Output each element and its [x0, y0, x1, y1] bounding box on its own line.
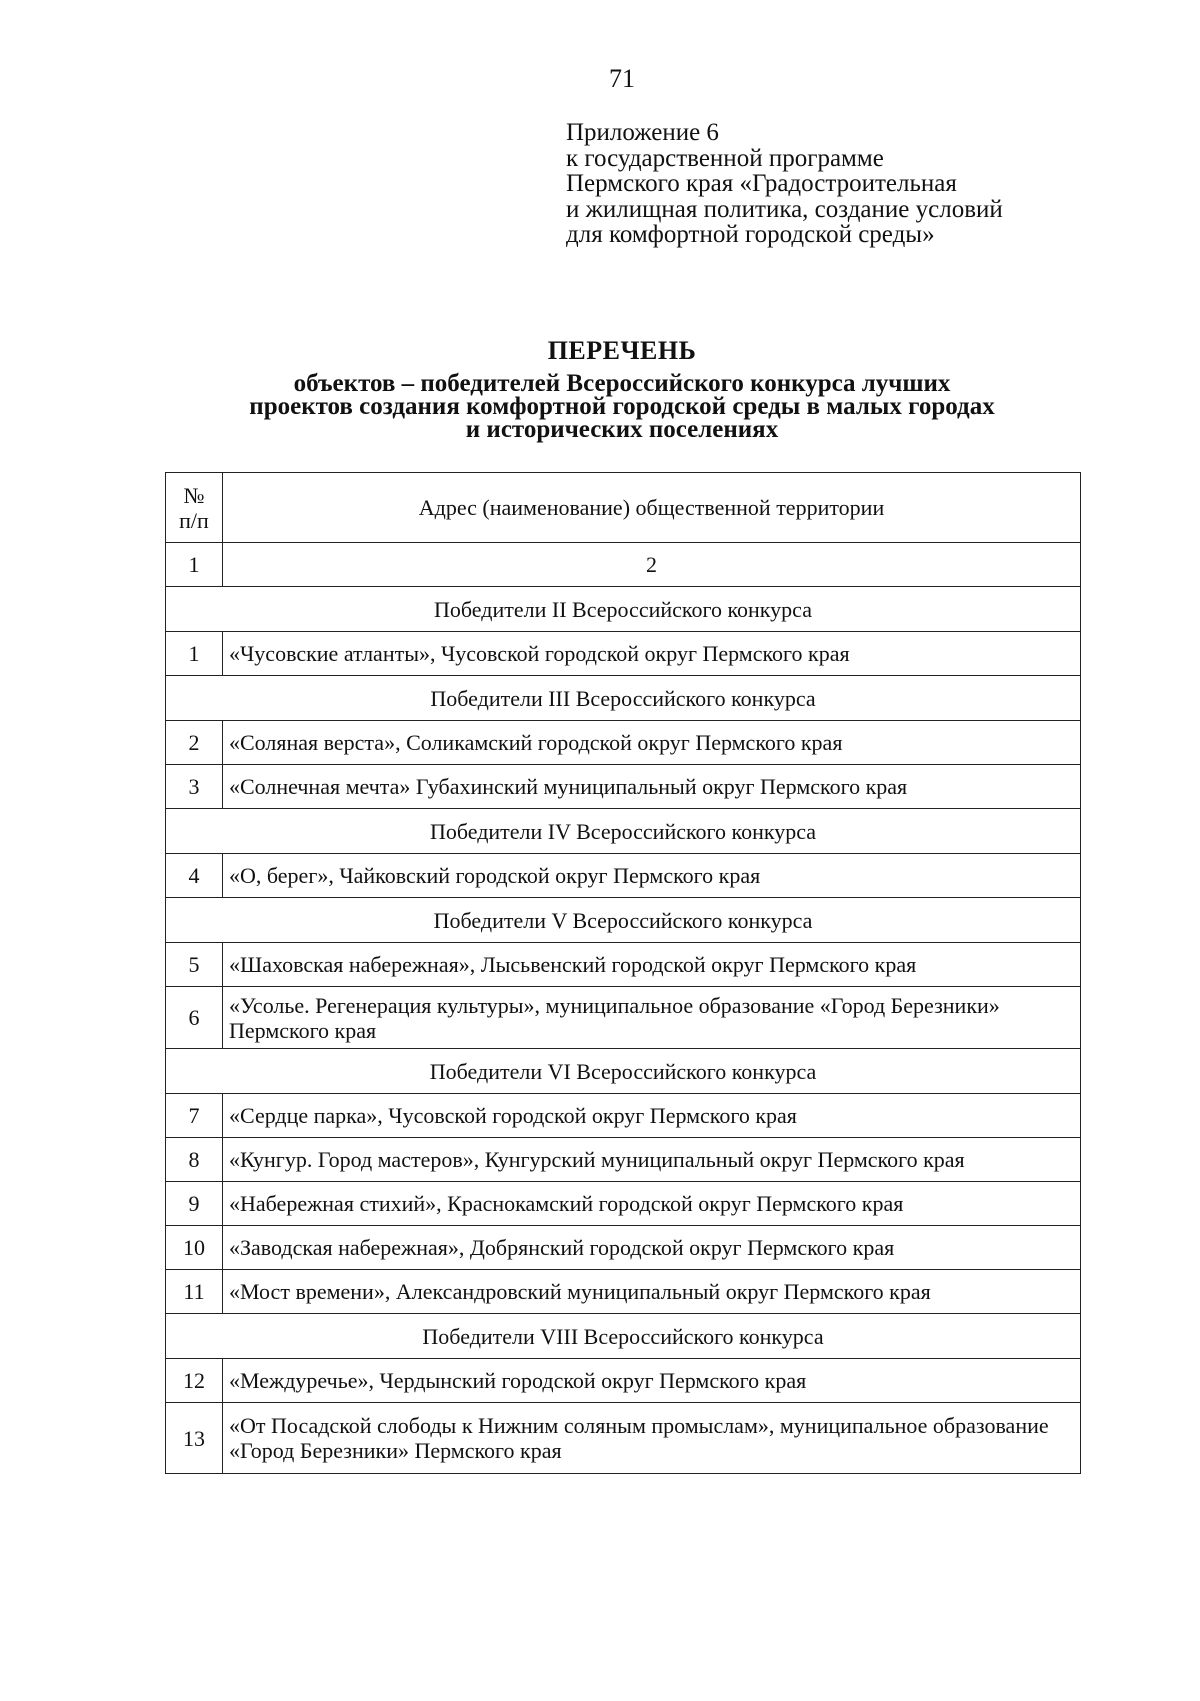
group-title: Победители VIII Всероссийского конкурса [166, 1314, 1081, 1359]
row-text: «Набережная стихий», Краснокамский городской округ Пермского края [223, 1182, 1081, 1226]
group-header-row [166, 809, 1081, 854]
row-number: 4 [166, 854, 223, 898]
table-row [166, 1270, 1081, 1314]
group-title: Победители II Всероссийского конкурса [166, 587, 1081, 632]
header-num-cell: № п/п [166, 473, 223, 543]
row-number: 12 [166, 1359, 223, 1403]
group-header-row [166, 676, 1081, 721]
group-header-row [166, 1049, 1081, 1094]
row-text: «Мост времени», Александровский муниципальный округ Пермского края [223, 1270, 1081, 1314]
row-text: «О, берег», Чайковский городской округ Пермского края [223, 854, 1081, 898]
row-number: 8 [166, 1138, 223, 1182]
row-text: «Заводская набережная», Добрянский городской округ Пермского края [223, 1226, 1081, 1270]
appendix-line: для комфортной городской среды» [566, 221, 935, 248]
table-row [166, 854, 1081, 898]
row-text: «От Посадской слободы к Нижним соляным промыслам», муниципальное образование «Город Березники» Пермского края [223, 1403, 1081, 1474]
row-number: 6 [166, 987, 223, 1049]
table-header-row [166, 473, 1081, 543]
table-row [166, 1226, 1081, 1270]
document-subtitle [0, 372, 1200, 441]
column-number-cell: 2 [223, 543, 1081, 587]
table-row [166, 721, 1081, 765]
table-row [166, 1403, 1081, 1474]
group-header-row [166, 1314, 1081, 1359]
row-number: 3 [166, 765, 223, 809]
appendix-note [566, 120, 1003, 248]
document-title: ПЕРЕЧЕНЬ [547, 336, 697, 365]
row-text: «Междуречье», Чердынский городской округ Пермского края [223, 1359, 1081, 1403]
row-number: 9 [166, 1182, 223, 1226]
group-header-row [166, 898, 1081, 943]
table-row [166, 943, 1081, 987]
subtitle-line: и исторических поселениях [465, 416, 779, 443]
row-number: 5 [166, 943, 223, 987]
table-row [166, 1182, 1081, 1226]
appendix-line: Приложение 6 [566, 119, 719, 146]
row-number: 11 [166, 1270, 223, 1314]
row-text: «Кунгур. Город мастеров», Кунгурский муниципальный округ Пермского края [223, 1138, 1081, 1182]
row-text: «Чусовские атланты», Чусовской городской округ Пермского края [223, 632, 1081, 676]
table-row [166, 632, 1081, 676]
page-number: 71 [609, 64, 635, 93]
appendix-line: к государственной программе [566, 144, 884, 172]
row-text: «Сердце парка», Чусовской городской округ Пермского края [223, 1094, 1081, 1138]
header-address-cell: Адрес (наименование) общественной территории [223, 473, 1081, 543]
table-row [166, 1094, 1081, 1138]
group-title: Победители V Всероссийского конкурса [166, 898, 1081, 943]
row-number: 7 [166, 1094, 223, 1138]
table-row [166, 765, 1081, 809]
row-text: «Шаховская набережная», Лысьвенский городской округ Пермского края [223, 943, 1081, 987]
row-number: 1 [166, 632, 223, 676]
row-text: «Солнечная мечта» Губахинский муниципальный округ Пермского края [223, 765, 1081, 809]
group-header-row [166, 587, 1081, 632]
table-row [166, 1359, 1081, 1403]
row-text: «Усолье. Регенерация культуры», муниципальное образование «Город Березники» Пермского края [223, 987, 1081, 1049]
row-number: 10 [166, 1226, 223, 1270]
group-title: Победители III Всероссийского конкурса [166, 676, 1081, 721]
column-numbers-row [166, 543, 1081, 587]
appendix-line: и жилищная политика, создание условий [566, 195, 1003, 223]
table-row [166, 987, 1081, 1049]
column-number-cell: 1 [166, 543, 223, 587]
appendix-line: Пермского края «Градостроительная [566, 170, 957, 197]
subtitle-line: объектов – победителей Всероссийского конкурса лучших [293, 370, 951, 397]
row-number: 2 [166, 721, 223, 765]
group-title: Победители IV Всероссийского конкурса [166, 809, 1081, 854]
group-title: Победители VI Всероссийского конкурса [166, 1049, 1081, 1094]
winners-table [165, 472, 1081, 1474]
row-number: 13 [166, 1403, 223, 1474]
table-row [166, 1138, 1081, 1182]
row-text: «Соляная верста», Соликамский городской округ Пермского края [223, 721, 1081, 765]
subtitle-line: проектов создания комфортной городской среды в малых городах [249, 393, 995, 420]
